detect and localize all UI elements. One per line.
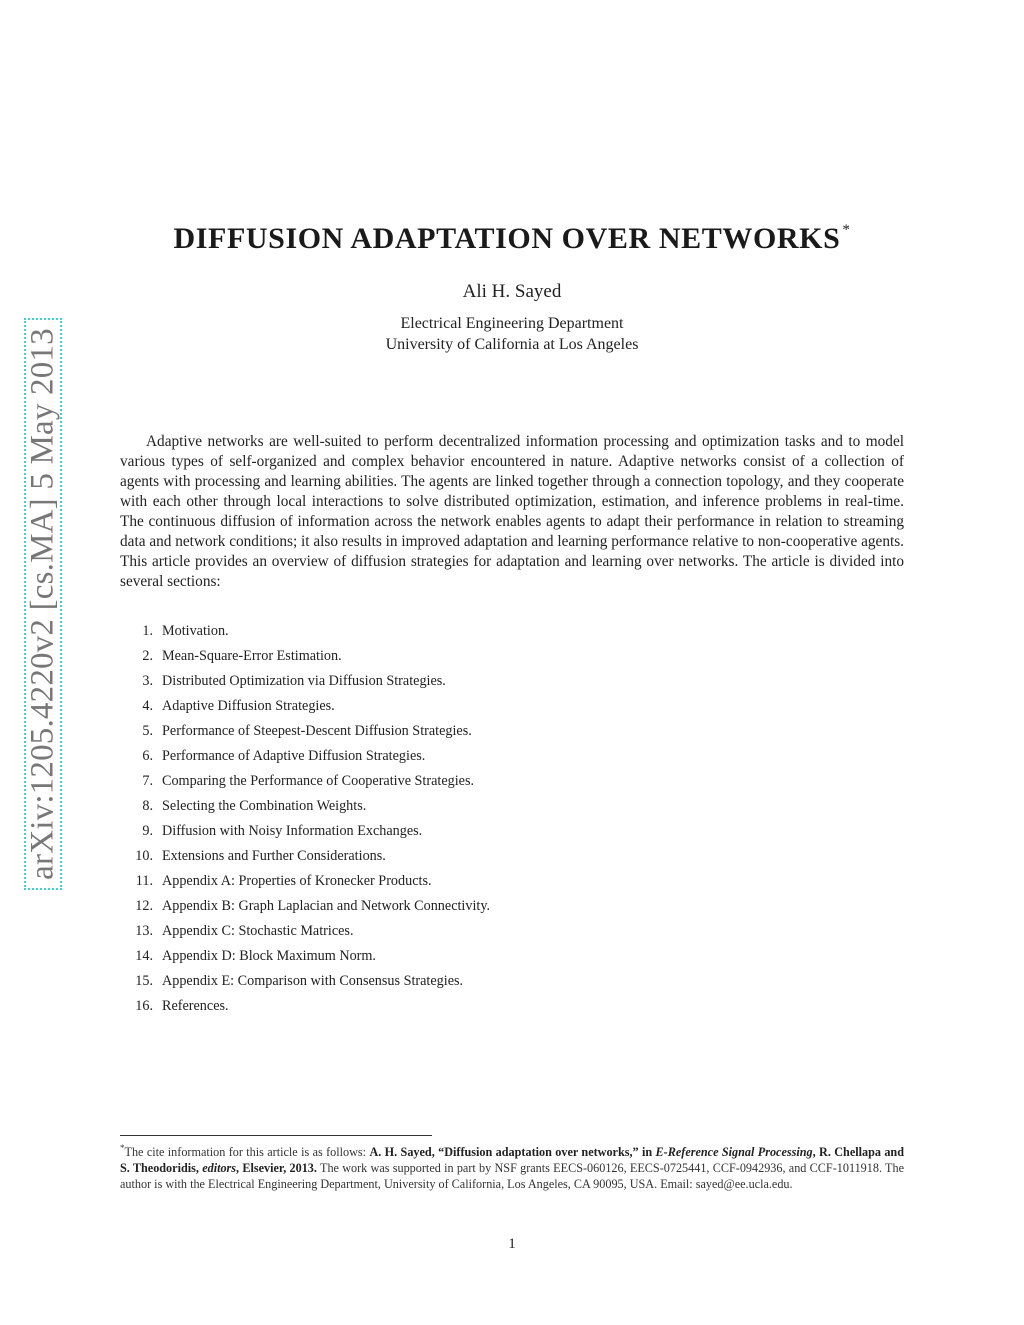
page-number: 1 [508,1236,516,1252]
section-label: Appendix B: Graph Laplacian and Network Connectivity. [162,898,491,914]
footnote-intro: The cite information for this article is as follows: [124,1145,367,1160]
affiliation-department: Electrical Engineering Department [400,315,624,332]
section-number: 5. [142,723,153,739]
section-label: Motivation. [162,623,229,639]
section-list-item [120,671,820,696]
paper-title-text: DIFFUSION ADAPTATION OVER NETWORKS [173,222,841,255]
section-list-item [120,796,820,821]
section-list-item [120,921,820,946]
section-label: Comparing the Performance of Cooperative Strategies. [162,773,475,789]
title-footnote-mark: * [842,222,851,238]
section-label: References. [162,998,229,1014]
section-list-item [120,721,820,746]
footnote-mark: * [120,1143,125,1153]
section-label: Performance of Adaptive Diffusion Strategies. [162,748,426,764]
section-number: 3. [142,673,153,689]
section-label: Appendix C: Stochastic Matrices. [162,923,354,939]
section-label: Appendix A: Properties of Kronecker Products. [162,873,432,889]
section-number: 15. [135,973,153,989]
section-list-item [120,696,820,721]
section-label: Diffusion with Noisy Information Exchanges. [162,823,423,839]
arxiv-identifier: arXiv:1205.4220v2 [cs.MA] 5 May 2013 [24,328,61,880]
footnote-support: The work was supported in part by NSF grants EECS-060126, EECS-0725441, CCF-0942936, and CCF-1011918. The author is with the Electrical Engineering Department, University of California, Los Angeles, CA 90095, USA. Email: sayed@ee.ucla.edu. [120,1161,905,1192]
section-number: 12. [135,898,153,914]
section-list-item [120,896,820,921]
section-number: 11. [135,873,153,889]
section-number: 7. [142,773,153,789]
footnote [120,1140,904,1192]
section-label: Appendix D: Block Maximum Norm. [162,948,376,964]
section-list [120,621,820,1021]
affiliation-university: University of California at Los Angeles [385,336,639,353]
section-list-item [120,946,820,971]
section-list-item [120,996,820,1021]
section-number: 10. [135,848,153,864]
section-list-item [120,821,820,846]
section-list-item [120,971,820,996]
section-number: 13. [135,923,153,939]
section-list-item [120,646,820,671]
section-list-item [120,621,820,646]
paper-title [0,222,1024,256]
section-list-item [120,771,820,796]
section-label: Selecting the Combination Weights. [162,798,367,814]
section-number: 9. [142,823,153,839]
section-label: Extensions and Further Considerations. [162,848,386,864]
section-list-item [120,846,820,871]
citation-book: E-Reference Signal Processing [655,1145,813,1160]
citation-editors: , R. Chellapa and S. Theodoridis, [120,1145,904,1176]
citation-editors-word: editors [202,1161,237,1176]
footnote-rule [120,1135,432,1136]
section-label: Distributed Optimization via Diffusion Strategies. [162,673,446,689]
section-number: 14. [135,948,153,964]
section-list-item [120,871,820,896]
section-label: Performance of Steepest-Descent Diffusion Strategies. [162,723,472,739]
section-label: Mean-Square-Error Estimation. [162,648,342,664]
citation-authors: A. H. Sayed, “Diffusion adaptation over networks,” in [369,1145,653,1160]
arxiv-stamp [24,318,62,890]
section-label: Appendix E: Comparison with Consensus Strategies. [162,973,464,989]
section-number: 16. [135,998,153,1014]
author-name: Ali H. Sayed [462,281,562,302]
citation-publisher: , Elsevier, 2013. [236,1161,317,1176]
section-number: 4. [142,698,153,714]
abstract-paragraph: Adaptive networks are well-suited to perform decentralized information processing and optimization tasks and to model various types of self-organized and complex behavior encountered in nature. Adaptive networks consist of a collection of agents with processing and learning abilities. The agents are linked together through a connection topology, and they cooperate with each other through local interactions to solve distributed optimization, estimation, and inference problems in real-time. The continuous diffusion of information across the network enables agents to adapt their performance in relation to streaming data and network conditions; it also results in improved adaptation and learning performance relative to non-cooperative agents. This article provides an overview of diffusion strategies for adaptation and learning over networks. The article is divided into several sections: [120,433,904,590]
section-label: Adaptive Diffusion Strategies. [162,698,335,714]
section-number: 6. [142,748,153,764]
section-list-item [120,746,820,771]
section-number: 1. [142,623,153,639]
section-number: 8. [142,798,153,814]
section-number: 2. [142,648,153,664]
